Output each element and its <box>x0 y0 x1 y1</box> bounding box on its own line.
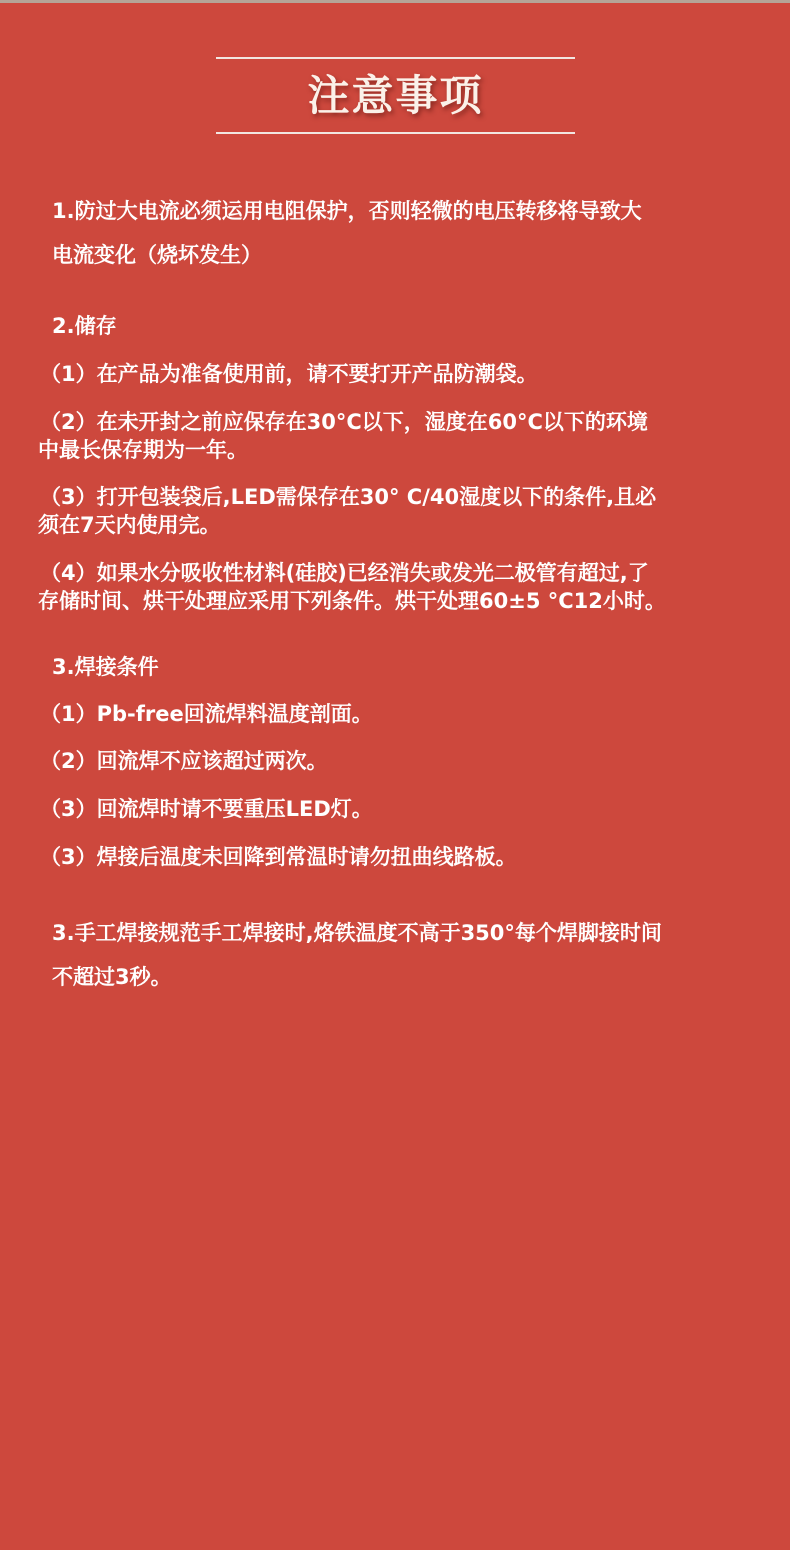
top-border <box>0 0 790 3</box>
storage-item-3-line-2: 须在7天内使用完。 <box>38 513 221 537</box>
title-top-rule <box>216 57 575 59</box>
soldering-item-4: （3）焊接后温度未回降到常温时请勿扭曲线路板。 <box>40 845 517 869</box>
title-block <box>216 57 575 134</box>
soldering-item-2: （2）回流焊不应该超过两次。 <box>40 749 328 773</box>
storage-item-4-line-1: （4）如果水分吸收性材料(硅胶)已经消失或发光二极管有超过,了 <box>40 561 649 585</box>
storage-item-4-line-2: 存储时间、烘干处理应采用下列条件。烘干处理60±5 °C12小时。 <box>38 589 666 613</box>
storage-heading: 2.储存 <box>52 314 117 338</box>
note-1-line-2: 电流变化（烧坏发生） <box>52 243 262 267</box>
page-title: 注意事项 <box>307 71 484 120</box>
storage-item-2-line-2: 中最长保存期为一年。 <box>38 438 248 462</box>
storage-item-1: （1）在产品为准备使用前，请不要打开产品防潮袋。 <box>40 362 538 386</box>
soldering-heading: 3.焊接条件 <box>52 655 159 679</box>
storage-item-2-line-1: （2）在未开封之前应保存在30°C以下，湿度在60°C以下的环境 <box>40 410 648 434</box>
manual-soldering-line-2: 不超过3秒。 <box>52 965 172 989</box>
manual-soldering-line-1: 3.手工焊接规范手工焊接时,烙铁温度不高于350°每个焊脚接时间 <box>52 921 662 945</box>
soldering-item-1: （1）Pb-free回流焊料温度剖面。 <box>40 702 373 726</box>
note-1-line-1: 1.防过大电流必须运用电阻保护，否则轻微的电压转移将导致大 <box>52 199 642 223</box>
title-bottom-rule <box>216 132 575 134</box>
soldering-item-3: （3）回流焊时请不要重压LED灯。 <box>40 797 373 821</box>
storage-item-3-line-1: （3）打开包装袋后,LED需保存在30° C/40湿度以下的条件,且必 <box>40 485 657 509</box>
